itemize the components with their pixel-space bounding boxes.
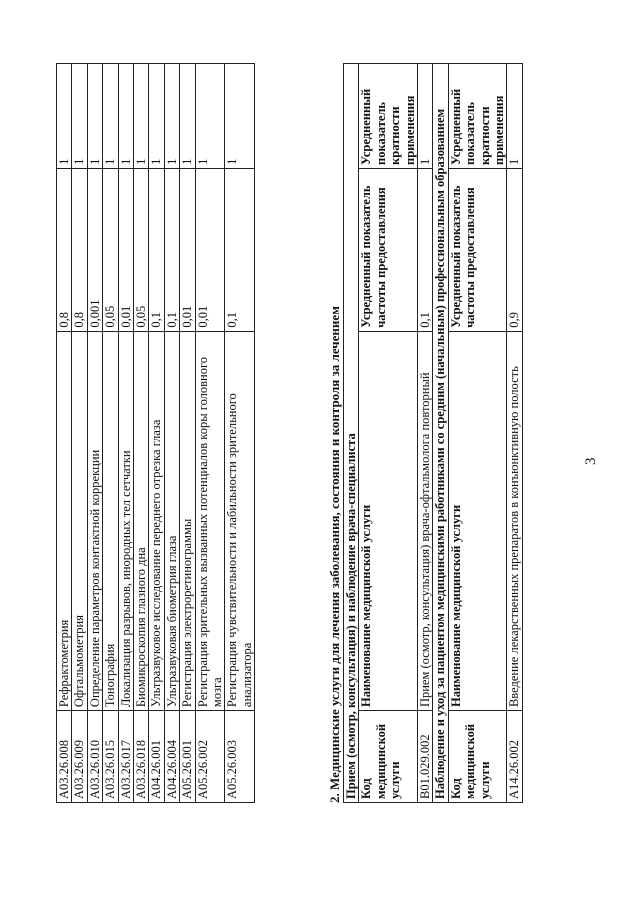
table-row [103,64,118,803]
cell-name: Ультразвуковая биометрия глаза [164,331,179,710]
cell-name: Регистрация чувствительности и лабильности зрительного анализатора [225,331,255,710]
cell-code: A14.26.002 [507,711,522,803]
cell-freq: 0,1 [149,168,164,331]
subsection-heading: Прием (осмотр, консультация) и наблюдение врача-специалиста [344,64,359,803]
cell-mult: 1 [118,64,133,169]
table-row [149,64,164,803]
header-name: Наименование медицинской услуги [359,331,418,710]
cell-mult: 1 [225,64,255,169]
cell-code: A04.26.001 [149,711,164,803]
header-freq: Усредненный показатель частоты предоставления [448,168,507,331]
header-mult: Усредненный показатель кратности применения [359,64,418,169]
cell-freq: 0,8 [57,168,72,331]
header-code: Код медицинской услуги [359,711,418,803]
cell-code: A03.26.009 [72,711,87,803]
cell-name: Рефрактометрия [57,331,72,710]
cell-mult: 1 [418,64,433,169]
cell-name: Ультразвуковое исследование переднего отрезка глаза [149,331,164,710]
table-row [87,64,102,803]
table-row [180,64,195,803]
cell-freq: 0,01 [118,168,133,331]
table-row [72,64,87,803]
cell-name: Офтальмометрия [72,331,87,710]
header-mult: Усредненный показатель кратности применения [448,64,507,169]
cell-name: Регистрация зрительных вызванных потенциалов коры головного мозга [195,331,225,710]
services-table-2 [343,63,523,803]
cell-code: A05.26.003 [225,711,255,803]
cell-mult: 1 [57,64,72,169]
cell-freq: 0,1 [225,168,255,331]
cell-code: A03.26.008 [57,711,72,803]
cell-mult: 1 [87,64,102,169]
cell-freq: 0,8 [72,168,87,331]
header-name: Наименование медицинской услуги [448,331,507,710]
cell-freq: 0,05 [103,168,118,331]
table-header-row [448,64,507,803]
cell-code: B01.029.002 [418,711,433,803]
cell-mult: 1 [180,64,195,169]
cell-code: A03.26.017 [118,711,133,803]
table-row [418,64,433,803]
section-title: 2. Медицинские услуги для лечения заболевания, состояния и контроля за лечением [327,305,342,803]
table-row [164,64,179,803]
cell-freq: 0,1 [418,168,433,331]
cell-name: Биомикроскопия глазного дна [134,331,149,710]
cell-mult: 1 [103,64,118,169]
cell-freq: 0,001 [87,168,102,331]
table-row [118,64,133,803]
page-number: 3 [583,457,599,465]
table-row [195,64,225,803]
cell-name: Локализация разрывов, инородных тел сетчатки [118,331,133,710]
services-table-1 [56,63,255,803]
cell-mult: 1 [164,64,179,169]
cell-mult: 1 [149,64,164,169]
cell-code: A03.26.015 [103,711,118,803]
cell-mult: 1 [195,64,225,169]
cell-freq: 0,1 [164,168,179,331]
header-code: Код медицинской услуги [448,711,507,803]
cell-mult: 1 [134,64,149,169]
cell-name: Введение лекарственных препаратов в конъюнктивную полость [507,331,522,710]
cell-name: Регистрация электроретинограммы [180,331,195,710]
cell-code: A03.26.010 [87,711,102,803]
cell-mult: 1 [72,64,87,169]
cell-code: A05.26.002 [195,711,225,803]
cell-name: Тонография [103,331,118,710]
cell-code: A03.26.018 [134,711,149,803]
cell-freq: 0,9 [507,168,522,331]
table-row [507,64,522,803]
cell-freq: 0,05 [134,168,149,331]
table-row [57,64,72,803]
cell-code: A05.26.001 [180,711,195,803]
cell-code: A04.26.004 [164,711,179,803]
table-row [134,64,149,803]
cell-freq: 0,01 [180,168,195,331]
table-header-row [359,64,418,803]
subsection-heading: Наблюдение и уход за пациентом медицинскими работниками со средним (начальным) профессиональным образованием [433,64,448,803]
cell-freq: 0,01 [195,168,225,331]
cell-name: Определение параметров контактной коррекции [87,331,102,710]
header-freq: Усредненный показатель частоты предоставления [359,168,418,331]
table-row [225,64,255,803]
cell-name: Прием (осмотр, консультация) врача-офтальмолога повторный [418,331,433,710]
cell-mult: 1 [507,64,522,169]
